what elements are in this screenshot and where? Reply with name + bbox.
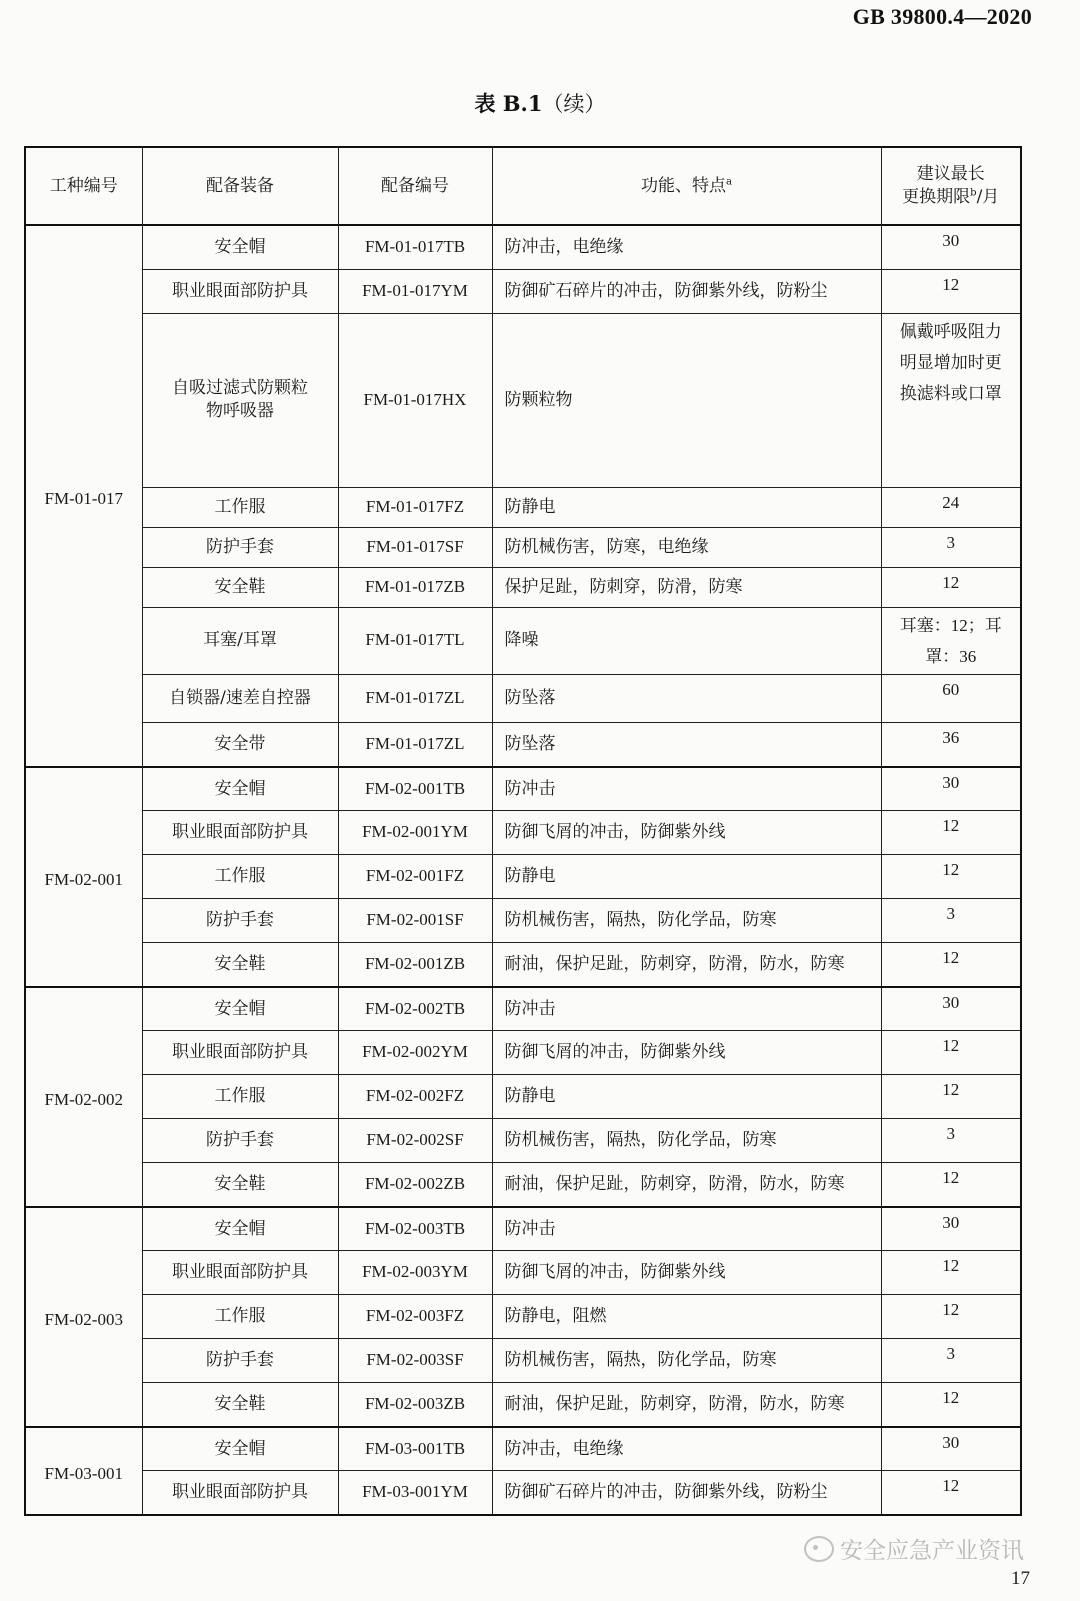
equipment-cell: 耳塞/耳罩 <box>142 607 338 675</box>
period-cell: 12 <box>881 1075 1021 1119</box>
header-period-line2 <box>888 186 1015 209</box>
period-cell: 3 <box>881 1339 1021 1383</box>
equipment-code-cell: FM-01-017HX <box>338 313 492 487</box>
equipment-cell: 安全帽 <box>142 1207 338 1251</box>
table-row <box>25 1471 1021 1515</box>
header-period-label: 更换期限 <box>902 187 971 207</box>
table-body <box>25 225 1021 1515</box>
table-row <box>25 1031 1021 1075</box>
equipment-cell: 工作服 <box>142 855 338 899</box>
period-cell: 佩戴呼吸阻力明显增加时更换滤料或口罩 <box>881 313 1021 487</box>
equipment-code-cell: FM-01-017ZL <box>338 675 492 723</box>
header-equipment: 配备装备 <box>142 147 338 225</box>
period-cell: 12 <box>881 1383 1021 1427</box>
equipment-cell: 职业眼面部防护具 <box>142 1031 338 1075</box>
function-cell: 防御飞屑的冲击，防御紫外线 <box>492 811 881 855</box>
header-period <box>881 147 1021 225</box>
table-row <box>25 1383 1021 1427</box>
function-cell: 防坠落 <box>492 675 881 723</box>
table-row <box>25 811 1021 855</box>
job-code-cell <box>25 987 142 1207</box>
table-row <box>25 943 1021 987</box>
equipment-code-cell: FM-02-003TB <box>338 1207 492 1251</box>
equipment-code-cell: FM-02-002FZ <box>338 1075 492 1119</box>
equipment-code-cell: FM-02-001SF <box>338 899 492 943</box>
period-cell: 30 <box>881 225 1021 269</box>
equipment-code-cell: FM-02-001YM <box>338 811 492 855</box>
equipment-code-cell: FM-02-002SF <box>338 1119 492 1163</box>
equipment-cell: 安全帽 <box>142 225 338 269</box>
table-row <box>25 269 1021 313</box>
equipment-code-cell: FM-02-001ZB <box>338 943 492 987</box>
table-row <box>25 225 1021 269</box>
equipment-cell: 职业眼面部防护具 <box>142 1251 338 1295</box>
table-row <box>25 899 1021 943</box>
table-row <box>25 675 1021 723</box>
job-code: FM-01-017 <box>44 489 123 509</box>
table-row <box>25 1339 1021 1383</box>
equipment-cell: 职业眼面部防护具 <box>142 811 338 855</box>
watermark <box>804 1532 1024 1565</box>
equipment-cell: 职业眼面部防护具 <box>142 1471 338 1515</box>
function-cell: 防御飞屑的冲击，防御紫外线 <box>492 1031 881 1075</box>
equipment-code-cell: FM-01-017FZ <box>338 487 492 527</box>
period-cell: 36 <box>881 723 1021 767</box>
equipment-code-cell: FM-01-017ZB <box>338 567 492 607</box>
equipment-cell: 安全鞋 <box>142 1383 338 1427</box>
table-row <box>25 1251 1021 1295</box>
equipment-code-cell: FM-01-017TL <box>338 607 492 675</box>
period-cell: 耳塞：12；耳罩：36 <box>881 607 1021 675</box>
function-cell: 防静电 <box>492 855 881 899</box>
function-cell: 耐油，保护足趾，防刺穿，防滑，防水，防寒 <box>492 1383 881 1427</box>
period-cell: 60 <box>881 675 1021 723</box>
period-cell: 12 <box>881 943 1021 987</box>
period-cell: 30 <box>881 987 1021 1031</box>
equipment-code-cell: FM-02-003YM <box>338 1251 492 1295</box>
period-cell: 12 <box>881 1031 1021 1075</box>
equipment-cell: 职业眼面部防护具 <box>142 269 338 313</box>
period-cell: 12 <box>881 811 1021 855</box>
function-cell: 耐油，保护足趾，防刺穿，防滑，防水，防寒 <box>492 1163 881 1207</box>
equipment-cell: 安全鞋 <box>142 943 338 987</box>
period-cell: 30 <box>881 1207 1021 1251</box>
function-cell: 防机械伤害，隔热，防化学品，防寒 <box>492 1119 881 1163</box>
job-code: FM-02-001 <box>44 870 123 890</box>
job-code-cell <box>25 767 142 987</box>
equipment-cell: 安全鞋 <box>142 567 338 607</box>
function-cell: 防机械伤害，防寒，电绝缘 <box>492 527 881 567</box>
header-function <box>492 147 881 225</box>
table-row <box>25 1075 1021 1119</box>
table-title <box>0 88 1080 118</box>
period-cell: 3 <box>881 1119 1021 1163</box>
equipment-cell: 防护手套 <box>142 899 338 943</box>
function-cell: 防冲击 <box>492 1207 881 1251</box>
header-function-label: 功能、特点 <box>641 175 727 196</box>
table-row <box>25 527 1021 567</box>
table-row <box>25 855 1021 899</box>
equipment-cell: 工作服 <box>142 487 338 527</box>
page-number: 17 <box>1011 1568 1030 1589</box>
header-job-code: 工种编号 <box>25 147 142 225</box>
period-cell: 12 <box>881 1251 1021 1295</box>
job-code: FM-02-003 <box>44 1310 123 1330</box>
equipment-code-cell: FM-02-003FZ <box>338 1295 492 1339</box>
footnote-b: b <box>970 187 977 199</box>
header-equipment-code: 配备编号 <box>338 147 492 225</box>
table-row <box>25 607 1021 675</box>
equipment-code-cell: FM-02-002YM <box>338 1031 492 1075</box>
equipment-cell: 防护手套 <box>142 1119 338 1163</box>
function-cell: 防坠落 <box>492 723 881 767</box>
wechat-icon <box>804 1536 834 1562</box>
table-row <box>25 767 1021 811</box>
function-cell: 降噪 <box>492 607 881 675</box>
equipment-cell: 工作服 <box>142 1295 338 1339</box>
watermark-text: 安全应急产业资讯 <box>840 1538 1024 1564</box>
job-code-cell <box>25 1207 142 1427</box>
function-cell: 防机械伤害，隔热，防化学品，防寒 <box>492 899 881 943</box>
equipment-code-cell: FM-02-003SF <box>338 1339 492 1383</box>
equipment-cell: 安全鞋 <box>142 1163 338 1207</box>
table-row <box>25 1427 1021 1471</box>
equipment-cell: 安全帽 <box>142 1427 338 1471</box>
equipment-code-cell: FM-03-001YM <box>338 1471 492 1515</box>
table-row <box>25 1119 1021 1163</box>
function-cell: 防冲击 <box>492 987 881 1031</box>
function-cell: 保护足趾，防刺穿，防滑，防寒 <box>492 567 881 607</box>
function-cell: 防冲击，电绝缘 <box>492 1427 881 1471</box>
equipment-cell: 工作服 <box>142 1075 338 1119</box>
period-cell: 12 <box>881 1295 1021 1339</box>
ppe-equipment-table <box>24 146 1022 1516</box>
period-cell: 3 <box>881 527 1021 567</box>
function-cell: 耐油，保护足趾，防刺穿，防滑，防水，防寒 <box>492 943 881 987</box>
table-row <box>25 1295 1021 1339</box>
table-title-continued: （续） <box>542 92 606 116</box>
function-cell: 防静电 <box>492 1075 881 1119</box>
footnote-a: a <box>726 175 732 187</box>
function-cell: 防御矿石碎片的冲击，防御紫外线，防粉尘 <box>492 269 881 313</box>
equipment-cell: 安全带 <box>142 723 338 767</box>
table-row <box>25 567 1021 607</box>
equipment-cell: 安全帽 <box>142 987 338 1031</box>
equipment-code-cell: FM-02-002ZB <box>338 1163 492 1207</box>
standard-code: GB 39800.4—2020 <box>852 4 1032 29</box>
period-cell: 12 <box>881 855 1021 899</box>
equipment-code-cell: FM-01-017SF <box>338 527 492 567</box>
table-row <box>25 487 1021 527</box>
header-period-line1: 建议最长 <box>916 164 985 185</box>
function-cell: 防冲击 <box>492 767 881 811</box>
function-cell: 防静电 <box>492 487 881 527</box>
period-cell: 12 <box>881 567 1021 607</box>
equipment-cell: 自锁器/速差自控器 <box>142 675 338 723</box>
table-row <box>25 313 1021 487</box>
period-cell: 12 <box>881 1471 1021 1515</box>
period-cell: 30 <box>881 1427 1021 1471</box>
job-code-cell <box>25 1427 142 1515</box>
equipment-code-cell: FM-03-001TB <box>338 1427 492 1471</box>
function-cell: 防机械伤害，隔热，防化学品，防寒 <box>492 1339 881 1383</box>
equipment-code-cell: FM-01-017ZL <box>338 723 492 767</box>
equipment-cell: 安全帽 <box>142 767 338 811</box>
table-header-row <box>25 147 1021 225</box>
table-title-label: 表 B.1 <box>474 91 543 116</box>
function-cell: 防静电，阻燃 <box>492 1295 881 1339</box>
period-cell: 12 <box>881 269 1021 313</box>
period-cell: 12 <box>881 1163 1021 1207</box>
equipment-code-cell: FM-01-017TB <box>338 225 492 269</box>
equipment-cell: 防护手套 <box>142 1339 338 1383</box>
equipment-code-cell: FM-01-017YM <box>338 269 492 313</box>
function-cell: 防冲击，电绝缘 <box>492 225 881 269</box>
equipment-code-cell: FM-02-001TB <box>338 767 492 811</box>
job-code: FM-02-002 <box>44 1090 123 1110</box>
period-cell: 30 <box>881 767 1021 811</box>
equipment-cell: 自吸过滤式防颗粒物呼吸器 <box>142 313 338 487</box>
equipment-cell: 防护手套 <box>142 527 338 567</box>
function-cell: 防颗粒物 <box>492 313 881 487</box>
function-cell: 防御矿石碎片的冲击，防御紫外线，防粉尘 <box>492 1471 881 1515</box>
period-cell: 3 <box>881 899 1021 943</box>
equipment-code-cell: FM-02-001FZ <box>338 855 492 899</box>
equipment-code-cell: FM-02-003ZB <box>338 1383 492 1427</box>
table-row <box>25 1163 1021 1207</box>
equipment-code-cell: FM-02-002TB <box>338 987 492 1031</box>
header-period-unit: /月 <box>976 187 1000 207</box>
job-code-cell <box>25 225 142 767</box>
table-row <box>25 723 1021 767</box>
job-code: FM-03-001 <box>44 1464 123 1484</box>
table-row <box>25 987 1021 1031</box>
table-row <box>25 1207 1021 1251</box>
period-cell: 24 <box>881 487 1021 527</box>
function-cell: 防御飞屑的冲击，防御紫外线 <box>492 1251 881 1295</box>
